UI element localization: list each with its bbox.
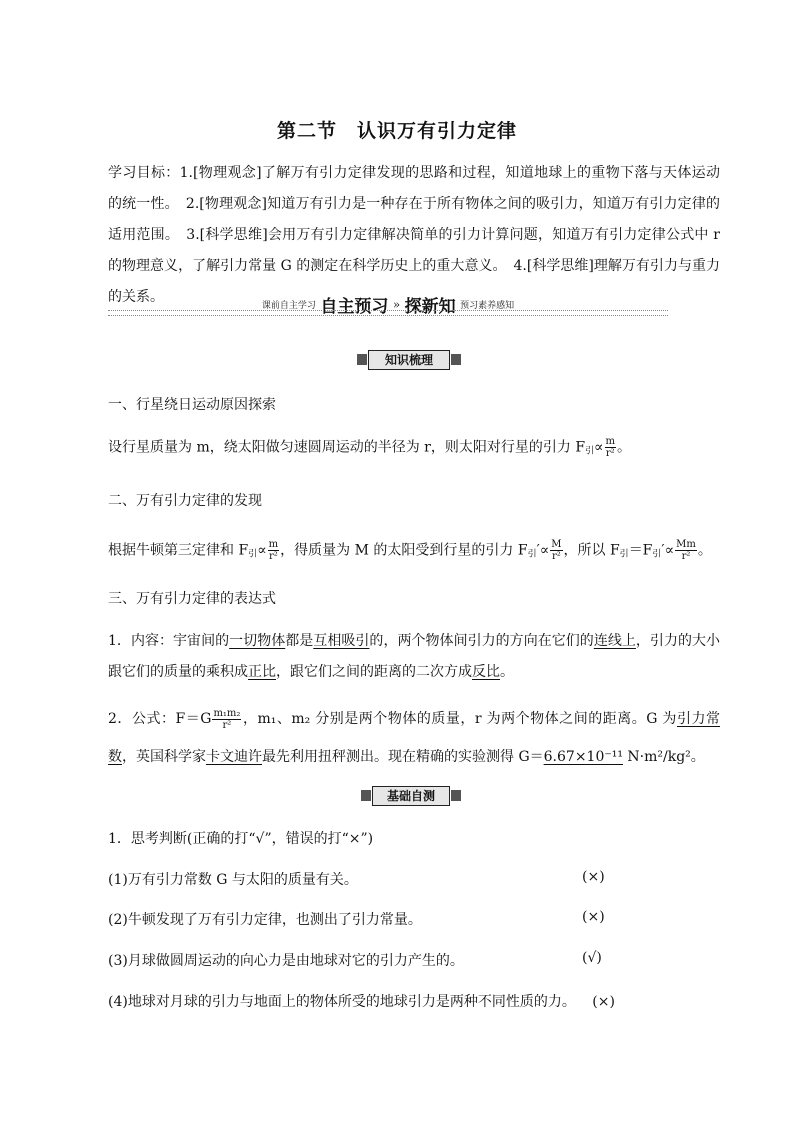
section-tag-knowledge: 知识梳理 xyxy=(368,350,450,370)
judge-item-3: (3)月球做圆周运动的向心力是由地球对它的引力产生的。 (√) xyxy=(108,950,602,969)
fraction-m-over-r2: $\frac{m}{\text{r²}}$ xyxy=(605,436,616,459)
banner-left-text: 课前自主学习 xyxy=(261,301,316,311)
fraction-2: $\frac{M}{\text{r²}}$ xyxy=(551,539,562,562)
page-title: 第二节 认识万有引力定律 xyxy=(276,120,517,142)
judge-item-1: (1)万有引力常数 G 与太阳的质量有关。 (×) xyxy=(108,869,605,888)
banner-divider xyxy=(108,310,668,316)
heading-1: 一、行星绕日运动原因探索 xyxy=(108,397,276,413)
banner-right-text: 预习素养感知 xyxy=(460,301,515,311)
answer-mark-1: (×) xyxy=(582,869,605,885)
banner-title-2: 探新知 xyxy=(404,297,456,317)
fraction-3: $\frac{Mm}{\text{r²}}$ xyxy=(676,539,696,562)
banner-title-1: 自主预习 xyxy=(320,297,389,317)
heading-3: 三、万有引力定律的表达式 xyxy=(108,591,276,607)
answer-mark-3: (√) xyxy=(582,950,602,966)
learning-objectives: 学习目标：1.[物理观念]了解万有引力定律发现的思路和过程，知道地球上的重物下落与天体运动的统一性。 2.[物理观念]知道万有引力是一种存在于所有物体之间的吸引力，知道万有引力定律的适用范围。 3.[科学思维]会用万有引力定律解决简单的引力计算问题，知道万有引力定律公式中 r 的物理意义，了解引力常量 G 的测定在科学历史上的重大意义。 4.[科学思维]理解万有引力与重力的关系。 xyxy=(108,165,720,305)
paragraph-formula: 2．公式：F＝G $\frac{\text{m₁m₂}}{\text{r²}}$ ，m₁、m₂ 分别是两个物体的质量，r 为两个物体之间的距离。G 为引力常数，英国科学家卡文迪许最先利用扭秤测出。现在精确的实验测得 G＝6.67×10⁻¹¹ N·m²/kg²。 xyxy=(108,707,720,765)
answer-mark-4: (×) xyxy=(592,994,615,1010)
section-banner xyxy=(108,292,668,316)
heading-2: 二、万有引力定律的发现 xyxy=(108,493,262,509)
paragraph-2: 根据牛顿第三定律和 $F_引\propto$ $\frac{m}{\text{r²}}$ ，得质量为 M 的太阳受到行星的引力 $F_引'\propto$ $\frac{M}{\text{r²}}$ ，所以 $F_引=F_引'\propto$ $\frac{Mm}{\text{r²}}$ 。 xyxy=(108,539,712,562)
answer-mark-2: (×) xyxy=(582,909,605,925)
section-tag-basic: 基础自测 xyxy=(372,786,450,806)
fraction-m1m2-over-r2: $\frac{\text{m₁m₂}}{\text{r²}}$ xyxy=(213,707,241,731)
banner-arrow-icon: » xyxy=(392,297,401,312)
paragraph-content: 1．内容：宇宙间的一切物体都是互相吸引的，两个物体间引力的方向在它们的连线上，引力的大小跟它们的质量的乘积成正比，跟它们之间的距离的二次方成反比。 xyxy=(108,633,721,680)
paragraph-1: 设行星质量为 m，绕太阳做匀速圆周运动的半径为 r，则太阳对行星的引力 $F_引\propto$ $\frac{m}{\text{r²}}$ 。 xyxy=(108,436,632,459)
judge-item-2: (2)牛顿发现了万有引力定律，也测出了引力常量。 (×) xyxy=(108,909,605,928)
question-intro: 1．思考判断(正确的打“√”，错误的打“×”) xyxy=(108,831,374,847)
judge-item-4: (4)地球对月球的引力与地面上的物体所受的地球引力是两种不同性质的力。 (×) xyxy=(108,994,615,1010)
fraction-1: $\frac{m}{\text{r²}}$ xyxy=(268,539,279,562)
